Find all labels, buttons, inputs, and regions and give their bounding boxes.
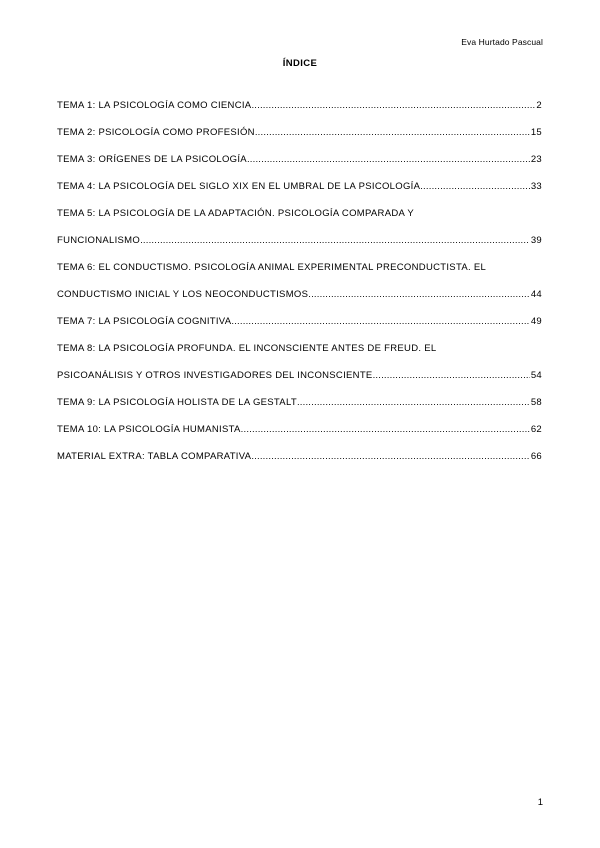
- toc-entry-title: TEMA 2: PSICOLOGÍA COMO PROFESIÓN: [57, 127, 255, 138]
- toc-entry-tema-5[interactable]: [57, 205, 542, 259]
- toc-entry-tema-4[interactable]: [57, 178, 542, 205]
- toc-entry-title-line-2: CONDUCTISMO INICIAL Y LOS NEOCONDUCTISMOS: [57, 289, 309, 300]
- toc-entry-title: TEMA 3: ORÍGENES DE LA PSICOLOGÍA: [57, 154, 247, 165]
- toc-entry-tema-10[interactable]: [57, 421, 542, 448]
- toc-leader-dots: [420, 178, 530, 196]
- page-number: 1: [537, 797, 543, 808]
- toc-leader-dots: [241, 421, 530, 439]
- toc-leader-dots: [251, 97, 535, 115]
- toc-entry-title-line-2: PSICOANÁLISIS Y OTROS INVESTIGADORES DEL INCONSCIENTE: [57, 370, 373, 381]
- toc-page-number: 66: [530, 451, 542, 462]
- toc-page-number: 23: [530, 154, 542, 165]
- toc-entry-title: TEMA 9: LA PSICOLOGÍA HOLISTA DE LA GESTALT: [57, 397, 297, 408]
- toc-page-number: 15: [530, 127, 542, 138]
- toc-entry-title: TEMA 10: LA PSICOLOGÍA HUMANISTA: [57, 424, 241, 435]
- toc-entry-title: MATERIAL EXTRA: TABLA COMPARATIVA: [57, 451, 252, 462]
- toc-page-number: 2: [536, 100, 542, 111]
- toc-page-number: 44: [530, 289, 542, 300]
- toc-leader-dots: [247, 151, 530, 169]
- toc-entry-tema-1[interactable]: [57, 97, 542, 124]
- table-of-contents: [57, 97, 542, 475]
- toc-page-number: 54: [530, 370, 542, 381]
- toc-page-number: 62: [530, 424, 542, 435]
- toc-entry-tema-3[interactable]: [57, 151, 542, 178]
- toc-leader-dots: [140, 232, 530, 250]
- toc-entry-title-line-1: TEMA 5: LA PSICOLOGÍA DE LA ADAPTACIÓN. PSICOLOGÍA COMPARADA Y: [57, 208, 415, 219]
- toc-leader-dots: [297, 394, 530, 412]
- toc-entry-tema-9[interactable]: [57, 394, 542, 421]
- toc-page-number: 33: [530, 181, 542, 192]
- toc-entry-title: TEMA 4: LA PSICOLOGÍA DEL SIGLO XIX EN EL UMBRAL DE LA PSICOLOGÍA: [57, 181, 421, 192]
- toc-leader-dots: [231, 313, 529, 331]
- toc-entry-tema-2[interactable]: [57, 124, 542, 151]
- toc-entry-title-line-2: FUNCIONALISMO: [57, 235, 141, 246]
- toc-leader-dots: [373, 367, 530, 385]
- toc-entry-material-extra[interactable]: [57, 448, 542, 475]
- page-title: ÍNDICE: [282, 58, 318, 69]
- toc-entry-title-line-1: TEMA 6: EL CONDUCTISMO. PSICOLOGÍA ANIMAL EXPERIMENTAL PRECONDUCTISTA. EL: [57, 262, 487, 273]
- toc-entry-title: TEMA 7: LA PSICOLOGÍA COGNITIVA: [57, 316, 232, 327]
- toc-entry-title-line-1: TEMA 8: LA PSICOLOGÍA PROFUNDA. EL INCONSCIENTE ANTES DE FREUD. EL: [57, 343, 437, 354]
- toc-page-number: 39: [530, 235, 542, 246]
- toc-leader-dots: [308, 286, 530, 304]
- toc-page-number: 58: [530, 397, 542, 408]
- toc-entry-title: TEMA 1: LA PSICOLOGÍA COMO CIENCIA: [57, 100, 252, 111]
- toc-entry-tema-7[interactable]: [57, 313, 542, 340]
- toc-leader-dots: [251, 448, 530, 466]
- toc-entry-tema-6[interactable]: [57, 259, 542, 313]
- toc-page-number: 49: [530, 316, 542, 327]
- toc-entry-tema-8[interactable]: [57, 340, 542, 394]
- author-header: Eva Hurtado Pascual: [461, 37, 543, 47]
- toc-leader-dots: [255, 124, 530, 142]
